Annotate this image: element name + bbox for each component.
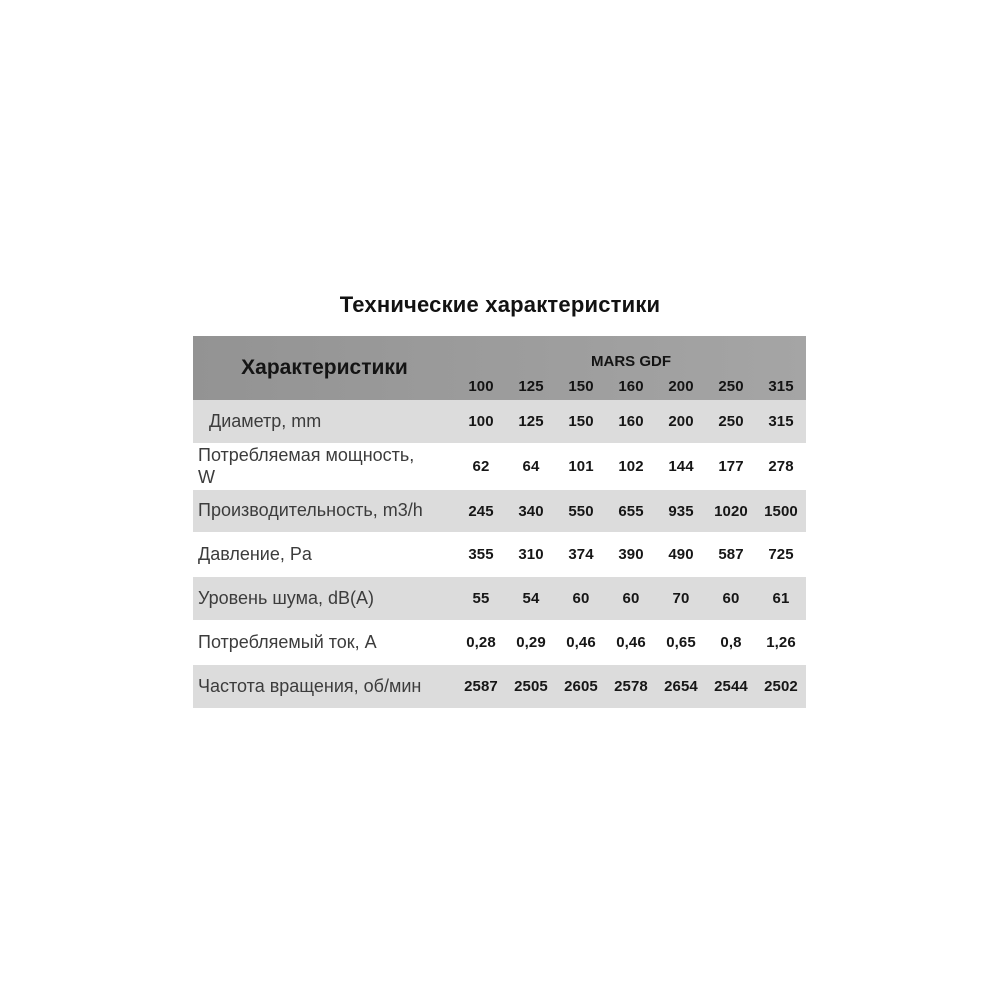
cell-value: 0,46 [566, 634, 596, 651]
cell-value: 60 [722, 590, 740, 607]
row-label: Давление, Pa [198, 543, 312, 564]
spec-table [193, 336, 806, 708]
table-row-rotation-speed [193, 665, 806, 708]
row-label: Потребляемая мощность, W [198, 444, 415, 487]
cell-value: 0,65 [666, 634, 696, 651]
page-title: Технические характеристики [339, 292, 661, 317]
table-header [193, 336, 806, 400]
cell-value: 0,28 [466, 634, 496, 651]
cell-value: 150 [568, 413, 594, 430]
cell-value: 64 [522, 458, 540, 475]
header-model-name: MARS GDF [591, 353, 671, 370]
cell-value: 587 [718, 546, 744, 563]
cell-value: 144 [668, 458, 694, 475]
cell-value: 2654 [664, 678, 698, 695]
header-model-group [456, 336, 806, 400]
cell-value: 490 [668, 546, 694, 563]
cell-value: 0,46 [616, 634, 646, 651]
cell-value: 2505 [514, 678, 548, 695]
cell-value: 2605 [564, 678, 598, 695]
cell-value: 60 [572, 590, 590, 607]
cell-value: 355 [468, 546, 494, 563]
header-size-col: 150 [568, 377, 594, 395]
cell-value: 935 [668, 502, 694, 520]
table-row-power [193, 443, 806, 490]
cell-value: 177 [718, 458, 744, 475]
cell-value: 100 [468, 413, 494, 430]
cell-value: 655 [618, 502, 644, 520]
row-label: Уровень шума, dB(A) [198, 587, 374, 608]
cell-value: 200 [668, 413, 694, 430]
table-row-current [193, 620, 806, 665]
cell-value: 62 [472, 458, 490, 475]
table-row-pressure [193, 532, 806, 577]
cell-value: 70 [672, 590, 690, 607]
cell-value: 0,8 [720, 634, 742, 651]
header-size-col: 160 [618, 377, 644, 395]
cell-value: 2578 [614, 678, 648, 695]
table-row-diameter [193, 400, 806, 443]
cell-value: 315 [768, 413, 794, 430]
header-size-col: 315 [768, 377, 794, 395]
cell-value: 2502 [764, 678, 798, 695]
header-size-col: 250 [718, 377, 744, 395]
row-label: Производительность, m3/h [198, 500, 423, 521]
row-label: Потребляемый ток, А [198, 631, 377, 652]
header-size-col: 100 [468, 377, 494, 395]
cell-value: 1020 [714, 502, 748, 520]
cell-value: 2587 [464, 678, 498, 695]
header-size-row [456, 372, 806, 400]
cell-value: 278 [768, 458, 794, 475]
header-size-col: 125 [518, 377, 544, 395]
cell-value: 102 [618, 458, 644, 475]
cell-value: 2544 [714, 678, 748, 695]
cell-value: 550 [568, 502, 594, 520]
table-row-noise [193, 577, 806, 620]
cell-value: 390 [618, 546, 644, 563]
cell-value: 125 [518, 413, 544, 430]
cell-value: 340 [518, 502, 544, 520]
cell-value: 160 [618, 413, 644, 430]
cell-value: 54 [522, 590, 540, 607]
row-label: Частота вращения, об/мин [198, 675, 422, 696]
table-row-airflow [193, 490, 806, 532]
cell-value: 374 [568, 546, 594, 563]
header-characteristics-label: Характеристики [241, 356, 408, 379]
cell-value: 55 [472, 590, 490, 607]
cell-value: 725 [768, 546, 794, 563]
row-label: Диаметр, mm [209, 410, 322, 431]
cell-value: 1,26 [766, 634, 796, 651]
cell-value: 250 [718, 413, 744, 430]
cell-value: 101 [568, 458, 594, 475]
header-size-col: 200 [668, 377, 694, 395]
cell-value: 245 [468, 502, 494, 520]
cell-value: 61 [772, 590, 790, 607]
cell-value: 310 [518, 546, 544, 563]
cell-value: 0,29 [516, 634, 546, 651]
cell-value: 60 [622, 590, 640, 607]
cell-value: 1500 [764, 502, 798, 520]
